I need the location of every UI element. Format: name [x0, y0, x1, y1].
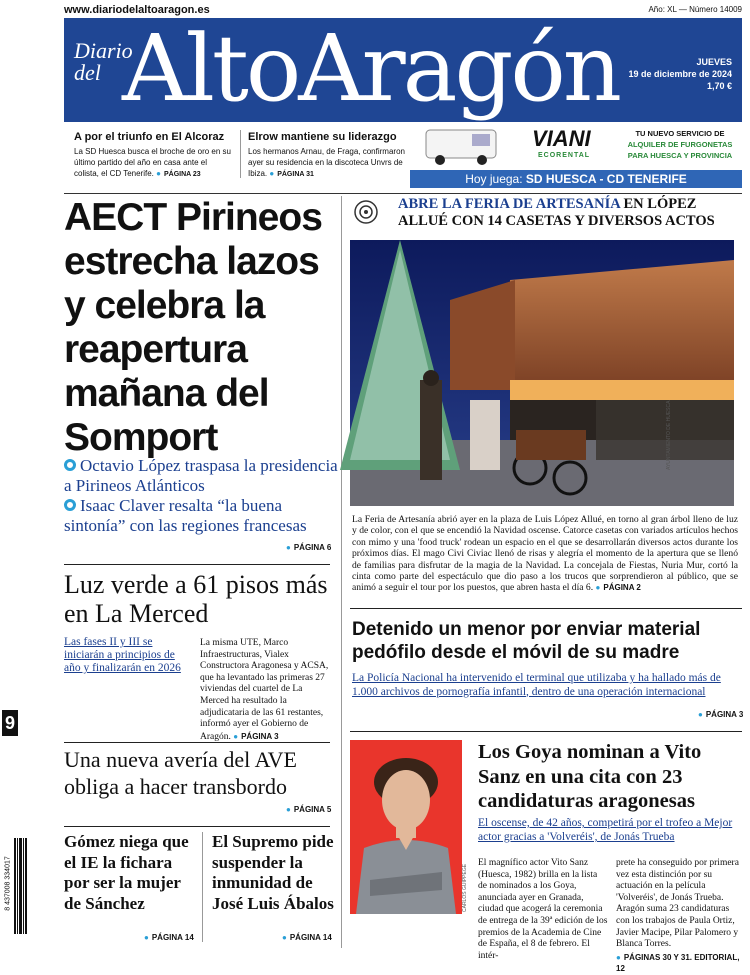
- viani-brand: VIANI: [532, 126, 591, 151]
- circle-bullet-icon: [64, 459, 76, 471]
- detenido-page: ● PÁGINA 3: [698, 710, 743, 719]
- vito-sanz-photo: [350, 740, 462, 914]
- edition-mark: 9: [2, 710, 18, 736]
- ave-headline[interactable]: Una nueva avería del AVE obliga a hacer transbordo: [64, 747, 297, 799]
- goya-photo-credit: CARLOS GUIPPEGE: [462, 863, 468, 912]
- detenido-headline[interactable]: Detenido un menor por enviar material pedófilo desde el móvil de su madre: [352, 619, 701, 663]
- merced-body: La misma UTE, Marco Infraestructuras, Vialex Constructora Aragonesa y ACSA, que ha levantado las primeras 27 viviendas del cuartel de La Merced ha resultado la adjudicataria de las 61 restantes, informó ayer el Gobierno de Aragón. ● PÁGINA 3: [200, 638, 330, 743]
- teaser-page: ● PÁGINA 31: [269, 171, 314, 178]
- supremo-headline[interactable]: El Supremo pide suspender la inmunidad de José Luis Ábalos: [212, 832, 334, 913]
- lead-bullet[interactable]: Octavio López traspasa la presidencia a Pirineos Atlánticos: [64, 456, 338, 495]
- circle-bullet-icon: [64, 499, 76, 511]
- lead-page: ● PÁGINA 6: [286, 543, 331, 552]
- teaser-text: Los hermanos Arnau, de Fraga, confirmaron ayer su residencia en la discoteca Unvrs de Ibiza.: [248, 147, 405, 178]
- ad-text: TU NUEVO SERVICIO DE ALQUILER DE FURGONETAS PARA HUESCA Y PROVINCIA: [627, 129, 733, 160]
- issue-number: Año: XL — Número 14009: [648, 5, 742, 14]
- barcode-number: 8 437008 334017: [4, 856, 12, 911]
- teaser-page: ● PÁGINA 23: [156, 171, 201, 178]
- merced-headline[interactable]: Luz verde a 61 pisos más en La Merced: [64, 570, 328, 628]
- merced-sub: Las fases II y III se iniciarán a principios de año y finalizarán en 2026: [64, 636, 181, 674]
- teaser-elrow[interactable]: [248, 130, 408, 180]
- website-url[interactable]: www.diariodelaltoaragon.es: [64, 4, 210, 16]
- ave-page: ● PÁGINA 5: [286, 805, 331, 814]
- teaser-title: Elrow mantiene su liderazgo: [248, 131, 397, 143]
- barcode: [2, 838, 28, 934]
- gomez-page: ● PÁGINA 14: [144, 933, 194, 942]
- goya-body-right: prete ha conseguido por primera vez esta distinción por su actuación en la película 'Volveréis', de Jonás Trueba. Aragón suma 23 candidaturas con los trabajos de Paula Ortiz, Javier Macipe, Pilar Palomero y Blanca Torres. ● PÁGINAS 30 Y 31. EDITORIAL, 12: [616, 858, 742, 975]
- lead-bullets: [64, 456, 340, 536]
- camera-icon: [352, 198, 380, 226]
- today-match-bar[interactable]: Hoy juega: SD HUESCA - CD TENERIFE: [410, 170, 742, 188]
- detenido-sub: La Policía Nacional ha intervenido el terminal que utilizaba y ha hallado más de 1.000 archivos de pornografía infantil, dentro de una operación internacional: [352, 672, 721, 698]
- feria-caption: La Feria de Artesanía abrió ayer en la plaza de Luis López Allué, en torno al gran árbol lleno de luz y de color, con el que se encendió la Navidad oscense. Catorce casetas con variados artículos hechos con mimo y una 'food truck' rodean un espacio en el que se desarrollarán diversos actos durante los próximos días. El mago Civi Civiac llenó de risas y alegría el momento de la apertura que se llenó de familias para disfrutar de la magia de la Navidad. La concejala de Fiestas, Nuria Mur, cortó la cinta como parte del espectáculo que dio paso a los trucos que sorprendieron al público, que se animó a seguir el tour por los puestos, que abren hasta el día 6. ● PÁGINA 2: [352, 514, 738, 594]
- masthead-prefix: Diario del: [74, 38, 133, 85]
- viani-sub: ECORENTAL: [538, 152, 591, 159]
- lead-bullet[interactable]: Isaac Claver resalta “la buena sintonía” con las regiones francesas: [64, 496, 307, 535]
- goya-body-left: El magnífico actor Vito Sanz (Huesca, 1982) brilla en la lista de nominados a los Goya, anunciada ayer en Granada, ciudad que acogerá la ceremonia de entrega de la 39ª edición de los premios de la Academia de Cine de España, el 8 de febrero. El intér-: [478, 858, 608, 961]
- goya-sub: El oscense, de 42 años, competirá por el trofeo a Mejor actor gracias a 'Volveréis', de Jonás Trueba: [478, 817, 733, 843]
- feria-photo-credit: AYUNTAMIENTO DE HUESCA: [666, 400, 672, 470]
- gomez-headline[interactable]: Gómez niega que el IE la fichara por ser la mujer de Sánchez: [64, 832, 189, 913]
- masthead-date: JUEVES 19 de diciembre de 2024 1,70 €: [628, 57, 732, 91]
- teaser-title: A por el triunfo en El Alcoraz: [74, 131, 225, 143]
- masthead-title: AltoAragón: [122, 15, 620, 122]
- supremo-page: ● PÁGINA 14: [282, 933, 332, 942]
- teaser-alcoraz[interactable]: [74, 130, 234, 180]
- goya-headline[interactable]: Los Goya nominan a Vito Sanz en una cita con 23 candidaturas aragonesas: [478, 741, 702, 812]
- feria-photo: [350, 240, 734, 506]
- feria-headline[interactable]: ABRE LA FERIA DE ARTESANÍA EN LÓPEZ ALLUÉ CON 14 CASETAS Y DIVERSOS ACTOS: [398, 196, 715, 229]
- lead-headline[interactable]: AECT Pirineos estrecha lazos y celebra la reapertura mañana del Somport: [64, 196, 322, 459]
- teaser-text: La SD Huesca busca el broche de oro en su último partido del año en casa ante el colista, el CD Tenerife.: [74, 147, 231, 178]
